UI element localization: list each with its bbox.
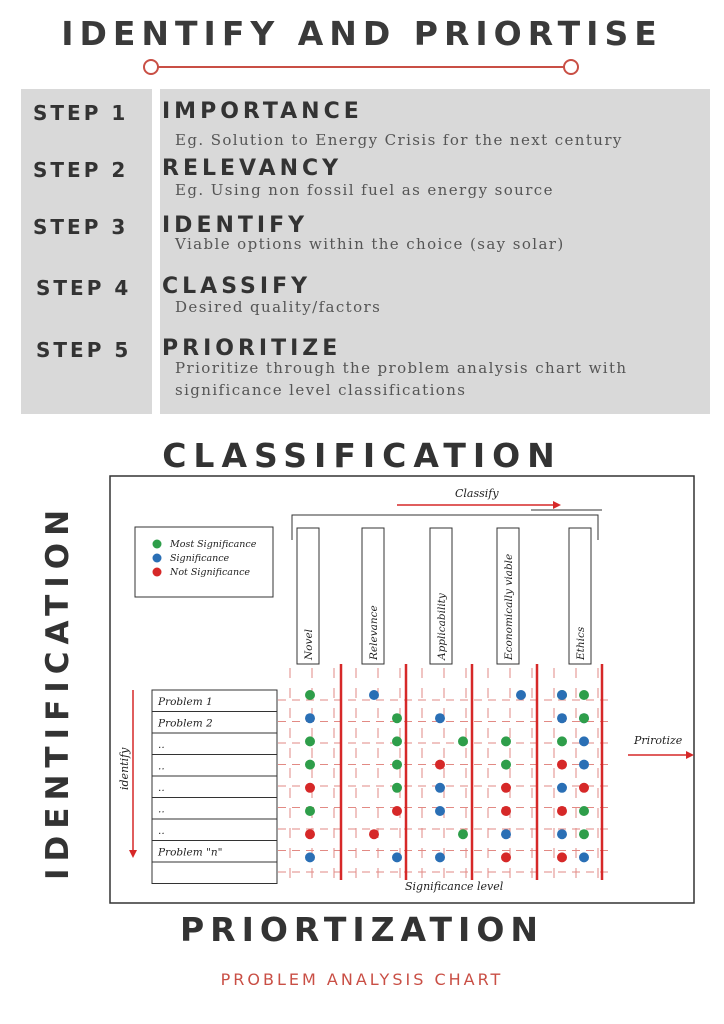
significance-dot	[579, 690, 589, 700]
step-4-description: Desired quality/factors	[175, 298, 382, 316]
problem-label: Problem "n"	[158, 846, 223, 859]
problem-row	[152, 862, 277, 884]
significance-dot	[305, 783, 315, 793]
significance-dot	[557, 736, 567, 746]
significance-dot	[579, 806, 589, 816]
problem-row	[152, 798, 277, 820]
significance-dot	[305, 690, 315, 700]
significance-dot	[579, 829, 589, 839]
significance-dot	[579, 760, 589, 770]
problem-label: Problem 1	[158, 696, 213, 708]
significance-dot	[557, 760, 567, 770]
problem-list	[152, 690, 277, 884]
legend-label: Not Significance	[170, 567, 251, 578]
step-5-description: Prioritize through the problem analysis chart with significance level classifications	[175, 359, 628, 399]
step-1-description: Eg. Solution to Energy Crisis for the next century	[175, 131, 623, 149]
significance-dot	[435, 760, 445, 770]
significance-dot	[305, 713, 315, 723]
significance-dot	[369, 690, 379, 700]
significance-dot	[557, 852, 567, 862]
legend-label: Most Significance	[170, 539, 257, 550]
legend-dot	[153, 540, 162, 549]
significance-dot	[579, 713, 589, 723]
legend-label: Significance	[170, 553, 230, 564]
problem-row	[152, 776, 277, 798]
significance-dot	[579, 736, 589, 746]
significance-dot	[458, 736, 468, 746]
significance-dot	[392, 760, 402, 770]
step-2-heading: RELEVANCY	[162, 156, 343, 181]
step-3-label: STEP 3	[33, 215, 129, 239]
step-4-label: STEP 4	[36, 276, 132, 300]
problem-label: Problem 2	[158, 717, 213, 730]
step-3-description: Viable options within the choice (say solar)	[175, 235, 565, 253]
identification-heading: IDENTIFICATION	[40, 502, 76, 880]
significance-dot	[435, 713, 445, 723]
significance-dot	[557, 690, 567, 700]
significance-dot	[392, 852, 402, 862]
significance-dot	[557, 829, 567, 839]
significance-dot	[305, 760, 315, 770]
significance-dot	[501, 852, 511, 862]
step-2-description: Eg. Using non fossil fuel as energy source	[175, 181, 554, 199]
significance-dot	[501, 806, 511, 816]
significance-dot	[305, 852, 315, 862]
problem-row	[152, 755, 277, 777]
significance-dot	[435, 852, 445, 862]
significance-dot	[501, 760, 511, 770]
significance-dot	[501, 783, 511, 793]
problem-row	[152, 819, 277, 841]
problem-row	[152, 733, 277, 755]
column-header-label: Applicability	[436, 593, 448, 660]
significance-dot	[579, 852, 589, 862]
significance-dot	[392, 736, 402, 746]
problem-label: ..	[158, 760, 165, 773]
step-2-label: STEP 2	[33, 158, 129, 182]
significance-dot	[557, 783, 567, 793]
significance-dot	[305, 806, 315, 816]
legend-dot	[153, 554, 162, 563]
column-header-label: Ethics	[575, 626, 587, 660]
significance-dot	[435, 806, 445, 816]
identify-label: identify	[118, 747, 131, 790]
step-5-heading: PRIORITIZE	[162, 336, 342, 361]
step-5-label: STEP 5	[36, 338, 132, 362]
significance-dot	[392, 783, 402, 793]
prioritization-heading: PRIORTIZATION	[179, 910, 544, 949]
significance-dot	[392, 806, 402, 816]
significance-dot	[501, 736, 511, 746]
step-1-label: STEP 1	[33, 101, 129, 125]
significance-dot	[516, 690, 526, 700]
classification-heading: CLASSIFICATION	[162, 436, 562, 475]
problem-label: ..	[158, 739, 165, 751]
significance-dot	[305, 829, 315, 839]
significance-level-label: Significance level	[405, 880, 504, 893]
column-header-label: Economically viable	[503, 553, 515, 660]
significance-dot	[369, 829, 379, 839]
significance-dot	[501, 829, 511, 839]
problem-label: ..	[158, 803, 165, 816]
significance-dot	[458, 829, 468, 839]
significance-dot	[435, 783, 445, 793]
column-header-label: Novel	[303, 628, 315, 660]
problem-label: ..	[158, 825, 165, 837]
significance-dot	[557, 713, 567, 723]
step-3-heading: IDENTIFY	[162, 213, 309, 238]
chart-caption: PROBLEM ANALYSIS CHART	[220, 970, 504, 989]
problem-label: ..	[158, 782, 165, 794]
column-header-label: Relevance	[368, 605, 380, 660]
step-4-heading: CLASSIFY	[162, 274, 312, 299]
page-title: IDENTIFY AND PRIORTISE	[61, 14, 663, 53]
step-1-heading: IMPORTANCE	[162, 99, 363, 124]
legend-dot	[153, 568, 162, 577]
significance-dot	[579, 783, 589, 793]
significance-dot	[557, 806, 567, 816]
significance-dot	[392, 713, 402, 723]
prioritize-label: Prirotize	[634, 734, 683, 747]
classify-label: Classify	[455, 487, 499, 500]
significance-dot	[305, 736, 315, 746]
